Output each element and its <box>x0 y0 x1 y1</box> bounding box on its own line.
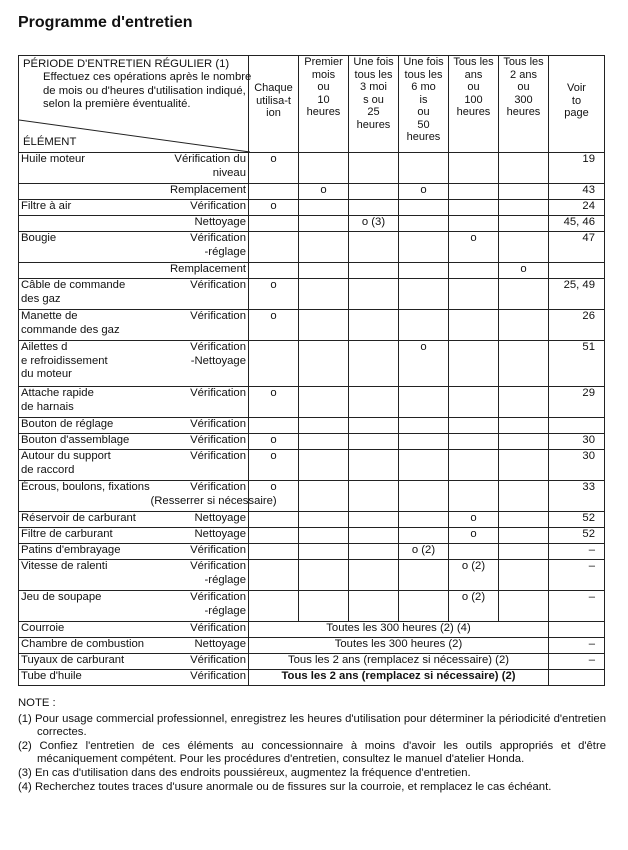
table-row <box>19 279 605 310</box>
interval-mark-cell <box>299 200 349 216</box>
interval-mark-cell <box>399 560 449 591</box>
interval-mark-cell <box>299 310 349 341</box>
interval-mark-cell <box>349 200 399 216</box>
action-cell: Vérification <box>149 418 249 434</box>
interval-mark-cell <box>349 434 399 450</box>
interval-mark-cell <box>499 387 549 418</box>
page-ref-cell: – <box>549 591 605 622</box>
page-ref-cell <box>549 622 605 638</box>
element-cell <box>19 216 149 232</box>
page-ref-cell <box>549 418 605 434</box>
interval-mark-cell <box>299 544 349 560</box>
element-cell: Patins d'embrayage <box>19 544 149 560</box>
interval-mark-cell <box>299 341 349 387</box>
interval-mark-cell <box>249 184 299 200</box>
action-cell: Vérification <box>149 450 249 481</box>
element-cell: Bougie <box>19 232 149 263</box>
interval-mark-cell <box>249 544 299 560</box>
interval-mark-cell <box>449 387 499 418</box>
interval-mark-cell <box>349 279 399 310</box>
table-row <box>19 200 605 216</box>
interval-span-cell: Toutes les 300 heures (2) (4) <box>249 622 549 638</box>
action-cell: Vérification -réglage <box>149 560 249 591</box>
interval-mark-cell: o <box>399 184 449 200</box>
element-cell: Manette de commande des gaz <box>19 310 149 341</box>
interval-mark-cell <box>249 418 299 434</box>
interval-mark-cell: o <box>249 200 299 216</box>
page-ref-cell <box>549 670 605 686</box>
element-cell: Ailettes d e refroidissement du moteur <box>19 341 149 387</box>
table-row <box>19 310 605 341</box>
interval-mark-cell <box>449 434 499 450</box>
interval-mark-cell: o <box>499 263 549 279</box>
page-ref-cell: 51 <box>549 341 605 387</box>
interval-mark-cell <box>349 387 399 418</box>
interval-mark-cell <box>299 153 349 184</box>
table-row <box>19 341 605 387</box>
interval-mark-cell <box>349 481 399 512</box>
interval-mark-cell <box>299 387 349 418</box>
element-cell: Filtre à air <box>19 200 149 216</box>
action-cell: Vérification <box>149 670 249 686</box>
interval-mark-cell <box>299 418 349 434</box>
page-ref-cell <box>549 263 605 279</box>
action-cell: Vérification du niveau <box>149 153 249 184</box>
interval-mark-cell <box>349 591 399 622</box>
interval-mark-cell <box>399 528 449 544</box>
element-cell: Bouton de réglage <box>19 418 149 434</box>
action-cell: Vérification <box>149 654 249 670</box>
interval-mark-cell: o <box>249 310 299 341</box>
element-cell: Câble de commande des gaz <box>19 279 149 310</box>
interval-span-cell: Tous les 2 ans (remplacez si nécessaire) (2) <box>249 654 549 670</box>
action-cell: Vérification -réglage <box>149 591 249 622</box>
header-see-page: Voir to page <box>549 56 605 153</box>
note-item: (4) Recherchez toutes traces d'usure anormale ou de fissures sur la courroie, et remplacez le cas échéant. <box>18 780 552 793</box>
interval-mark-cell <box>399 591 449 622</box>
interval-mark-cell <box>449 544 499 560</box>
interval-mark-cell <box>499 418 549 434</box>
page-ref-cell: – <box>549 654 605 670</box>
interval-mark-cell <box>349 341 399 387</box>
interval-mark-cell <box>499 216 549 232</box>
period-heading: PÉRIODE D'ENTRETIEN RÉGULIER (1) <box>23 58 230 70</box>
interval-mark-cell <box>299 434 349 450</box>
element-cell: Réservoir de carburant <box>19 512 149 528</box>
header-each-use: Chaque utilisa-t ion <box>249 56 299 153</box>
interval-mark-cell: o (2) <box>449 560 499 591</box>
page-ref-cell: 30 <box>549 434 605 450</box>
page-ref-cell: – <box>549 544 605 560</box>
page-ref-cell: 45, 46 <box>549 216 605 232</box>
table-row <box>19 528 605 544</box>
interval-mark-cell: o (2) <box>449 591 499 622</box>
table-row <box>19 638 605 654</box>
element-cell: Huile moteur <box>19 153 149 184</box>
interval-mark-cell <box>349 544 399 560</box>
interval-span-cell: Tous les 2 ans (remplacez si nécessaire) (2) <box>249 670 549 686</box>
interval-mark-cell <box>499 591 549 622</box>
interval-mark-cell <box>249 263 299 279</box>
interval-mark-cell <box>299 263 349 279</box>
action-cell: Vérification (Resserrer si nécessaire) <box>149 481 249 512</box>
notes-section <box>18 697 606 794</box>
interval-mark-cell: o (2) <box>399 544 449 560</box>
table-row <box>19 560 605 591</box>
action-cell: Vérification <box>149 622 249 638</box>
interval-mark-cell <box>349 512 399 528</box>
table-row <box>19 654 605 670</box>
interval-mark-cell <box>499 341 549 387</box>
interval-span-cell: Toutes les 300 heures (2) <box>249 638 549 654</box>
interval-mark-cell: o <box>299 184 349 200</box>
interval-mark-cell <box>499 232 549 263</box>
interval-mark-cell <box>449 310 499 341</box>
interval-mark-cell <box>399 512 449 528</box>
action-cell: Nettoyage <box>149 528 249 544</box>
interval-mark-cell <box>349 528 399 544</box>
action-cell: Vérification <box>149 279 249 310</box>
interval-mark-cell: o <box>249 434 299 450</box>
interval-mark-cell: o <box>249 279 299 310</box>
table-row <box>19 184 605 200</box>
interval-mark-cell: o <box>249 153 299 184</box>
page-ref-cell: 52 <box>549 512 605 528</box>
action-cell: Remplacement <box>149 263 249 279</box>
interval-mark-cell <box>249 512 299 528</box>
interval-mark-cell <box>399 200 449 216</box>
interval-mark-cell <box>249 216 299 232</box>
action-cell: Vérification <box>149 200 249 216</box>
interval-mark-cell: o <box>249 387 299 418</box>
action-cell: Vérification -réglage <box>149 232 249 263</box>
page-ref-cell: 25, 49 <box>549 279 605 310</box>
period-element-corner <box>19 56 252 153</box>
interval-mark-cell <box>449 481 499 512</box>
page-ref-cell: 33 <box>549 481 605 512</box>
table-row <box>19 263 605 279</box>
interval-mark-cell <box>499 544 549 560</box>
interval-mark-cell <box>299 216 349 232</box>
table-row <box>19 544 605 560</box>
interval-mark-cell <box>349 184 399 200</box>
header-every-3-months: Une fois tous les 3 moi s ou 25 heures <box>349 56 399 153</box>
action-cell: Vérification <box>149 310 249 341</box>
interval-mark-cell <box>249 232 299 263</box>
interval-mark-cell <box>299 528 349 544</box>
table-row <box>19 481 605 512</box>
maintenance-schedule-table <box>18 55 605 686</box>
element-cell <box>19 263 149 279</box>
page-ref-cell: 26 <box>549 310 605 341</box>
interval-mark-cell <box>449 216 499 232</box>
interval-mark-cell <box>349 560 399 591</box>
element-cell <box>19 184 149 200</box>
page-ref-cell: 43 <box>549 184 605 200</box>
interval-mark-cell <box>399 481 449 512</box>
interval-mark-cell <box>499 434 549 450</box>
action-cell: Vérification <box>149 387 249 418</box>
interval-mark-cell: o <box>249 481 299 512</box>
interval-mark-cell <box>499 200 549 216</box>
page-ref-cell: 30 <box>549 450 605 481</box>
interval-mark-cell <box>399 216 449 232</box>
interval-mark-cell <box>449 200 499 216</box>
table-row <box>19 450 605 481</box>
table-row <box>19 512 605 528</box>
interval-mark-cell <box>299 450 349 481</box>
interval-mark-cell <box>399 418 449 434</box>
table-row <box>19 232 605 263</box>
page-ref-cell: 19 <box>549 153 605 184</box>
interval-mark-cell: o <box>449 232 499 263</box>
table-row <box>19 622 605 638</box>
interval-mark-cell: o (3) <box>349 216 399 232</box>
table-row <box>19 434 605 450</box>
interval-mark-cell <box>299 512 349 528</box>
header-every-year: Tous les ans ou 100 heures <box>449 56 499 153</box>
interval-mark-cell <box>499 153 549 184</box>
action-cell: Nettoyage <box>149 638 249 654</box>
table-row <box>19 216 605 232</box>
interval-mark-cell <box>349 232 399 263</box>
interval-mark-cell <box>349 263 399 279</box>
element-cell: Écrous, boulons, fixations <box>19 481 149 512</box>
schedule-body <box>19 153 605 686</box>
page-ref-cell: 52 <box>549 528 605 544</box>
header-first-month: Premier mois ou 10 heures <box>299 56 349 153</box>
header-every-6-months: Une fois tous les 6 mo is ou 50 heures <box>399 56 449 153</box>
notes-heading: NOTE : <box>18 697 56 709</box>
action-cell: Nettoyage <box>149 216 249 232</box>
element-cell: Attache rapide de harnais <box>19 387 149 418</box>
action-cell: Vérification -Nettoyage <box>149 341 249 387</box>
interval-mark-cell <box>299 481 349 512</box>
interval-mark-cell: o <box>399 341 449 387</box>
table-row <box>19 387 605 418</box>
interval-mark-cell <box>249 560 299 591</box>
interval-mark-cell <box>249 528 299 544</box>
element-cell: Jeu de soupape <box>19 591 149 622</box>
interval-mark-cell <box>299 232 349 263</box>
interval-mark-cell: o <box>449 528 499 544</box>
interval-mark-cell <box>449 184 499 200</box>
note-item: (2) Confiez l'entretien de ces éléments au concessionnaire à moins d'avoir les outils appropriés et d'être mécaniquement compétent. Pour les procédures d'entretien, consultez le manuel d'atelier Honda. <box>18 739 606 766</box>
interval-mark-cell <box>499 560 549 591</box>
interval-mark-cell <box>349 310 399 341</box>
interval-mark-cell <box>399 387 449 418</box>
header-row <box>19 56 605 153</box>
element-heading: ÉLÉMENT <box>23 136 77 148</box>
action-cell: Vérification <box>149 434 249 450</box>
interval-mark-cell <box>349 450 399 481</box>
element-cell: Filtre de carburant <box>19 528 149 544</box>
interval-mark-cell <box>449 153 499 184</box>
interval-mark-cell <box>449 279 499 310</box>
page-ref-cell: – <box>549 560 605 591</box>
page-ref-cell: 24 <box>549 200 605 216</box>
interval-mark-cell <box>399 263 449 279</box>
element-cell: Tube d'huile <box>19 670 149 686</box>
interval-mark-cell <box>449 450 499 481</box>
interval-mark-cell <box>299 591 349 622</box>
action-cell: Nettoyage <box>149 512 249 528</box>
interval-mark-cell: o <box>449 512 499 528</box>
interval-mark-cell <box>499 184 549 200</box>
interval-mark-cell <box>449 418 499 434</box>
interval-mark-cell <box>299 279 349 310</box>
interval-mark-cell <box>399 434 449 450</box>
interval-mark-cell <box>449 341 499 387</box>
element-cell: Tuyaux de carburant <box>19 654 149 670</box>
interval-mark-cell <box>399 450 449 481</box>
interval-mark-cell <box>399 279 449 310</box>
action-cell: Remplacement <box>149 184 249 200</box>
interval-mark-cell <box>249 591 299 622</box>
interval-mark-cell <box>399 232 449 263</box>
interval-mark-cell <box>499 450 549 481</box>
interval-mark-cell <box>349 153 399 184</box>
interval-mark-cell <box>499 512 549 528</box>
table-row <box>19 153 605 184</box>
page-title: Programme d'entretien <box>18 14 193 31</box>
element-cell: Bouton d'assemblage <box>19 434 149 450</box>
interval-mark-cell: o <box>249 450 299 481</box>
interval-mark-cell <box>499 481 549 512</box>
header-every-2-years: Tous les 2 ans ou 300 heures <box>499 56 549 153</box>
period-instructions: Effectuez ces opérations après le nombre de mois ou d'heures d'utilisation indiqué, selon la première éventualité. <box>43 71 252 110</box>
interval-mark-cell <box>499 279 549 310</box>
interval-mark-cell <box>499 528 549 544</box>
element-cell: Courroie <box>19 622 149 638</box>
table-row <box>19 591 605 622</box>
page-ref-cell: – <box>549 638 605 654</box>
note-item: (1) Pour usage commercial professionnel, enregistrez les heures d'utilisation pour déterminer la périodicité d'entretien correctes. <box>18 712 606 739</box>
interval-mark-cell <box>249 341 299 387</box>
interval-mark-cell <box>299 560 349 591</box>
page-ref-cell: 47 <box>549 232 605 263</box>
interval-mark-cell <box>399 310 449 341</box>
interval-mark-cell <box>349 418 399 434</box>
element-cell: Vitesse de ralenti <box>19 560 149 591</box>
interval-mark-cell <box>399 153 449 184</box>
element-cell: Chambre de combustion <box>19 638 149 654</box>
table-row <box>19 670 605 686</box>
interval-mark-cell <box>499 310 549 341</box>
note-item: (3) En cas d'utilisation dans des endroits poussiéreux, augmentez la fréquence d'entretien. <box>18 766 471 779</box>
page-ref-cell: 29 <box>549 387 605 418</box>
table-row <box>19 418 605 434</box>
interval-mark-cell <box>449 263 499 279</box>
element-cell: Autour du support de raccord <box>19 450 149 481</box>
action-cell: Vérification <box>149 544 249 560</box>
